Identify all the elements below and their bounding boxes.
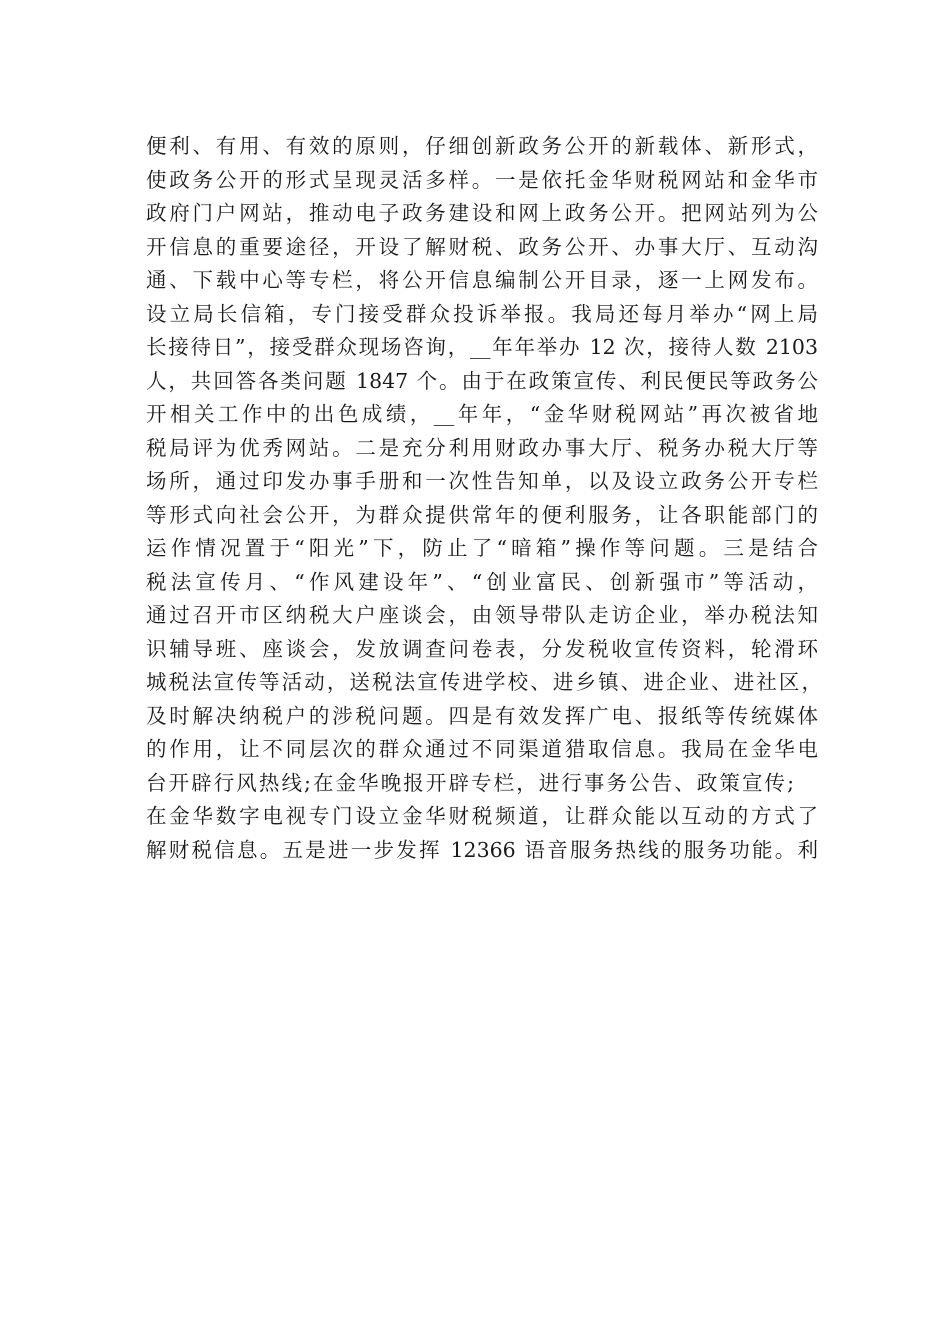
text-line: 等形式向社会公开，为群众提供常年的便利服务，让各职能部门的 [146, 502, 818, 527]
text-line: 便利、有用、有效的原则，仔细创新政务公开的新载体、新形式， [146, 134, 818, 158]
text-line: 通过召开市区纳税大户座谈会，由领导带队走访企业，举办税法知 [146, 603, 818, 627]
text-line: 城税法宣传等活动，送税法宣传进学校、进乡镇、进企业、进社区， [146, 670, 822, 694]
text-line: 税局评为优秀网站。二是充分利用财政办事大厅、税务办税大厅等 [146, 435, 818, 460]
text-line: 台开辟行风热线;在金华晚报开辟专栏，进行事务公告、政策宣传; [146, 770, 794, 795]
text-line: 长接待日”，接受群众现场咨询，__年年举办 12 次，接待人数 2103 [146, 335, 818, 359]
text-line: 的作用，让不同层次的群众通过不同渠道猎取信息。我局在金华电 [146, 737, 818, 761]
text-line: 政府门户网站，推动电子政务建设和网上政务公开。把网站列为公 [146, 201, 818, 225]
text-line: 设立局长信箱，专门接受群众投诉举报。我局还每月举办“网上局 [146, 301, 818, 326]
text-line: 在金华数字电视专门设立金华财税频道，让群众能以互动的方式了 [146, 804, 818, 828]
body-text [146, 130, 836, 867]
text-line: 人，共回答各类问题 1847 个。由于在政策宣传、利民便民等政务公 [146, 368, 818, 393]
text-line: 通、下载中心等专栏，将公开信息编制公开目录，逐一上网发布。 [146, 268, 818, 292]
text-line: 识辅导班、座谈会，发放调查问卷表，分发税收宣传资料，轮滑环 [146, 636, 818, 661]
text-line: 开相关工作中的出色成绩，__年年，“金华财税网站”再次被省地 [146, 402, 818, 426]
text-line: 开信息的重要途径，开设了解财税、政务公开、办事大厅、互动沟 [146, 234, 818, 259]
text-line: 及时解决纳税户的涉税问题。四是有效发挥广电、报纸等传统媒体 [146, 703, 818, 728]
text-line: 解财税信息。五是进一步发挥 12366 语音服务热线的服务功能。利 [146, 837, 818, 862]
text-line: 税法宣传月、“作风建设年”、“创业富民、创新强市”等活动， [146, 569, 818, 594]
text-line: 运作情况置于“阳光”下，防止了“暗箱”操作等问题。三是结合 [146, 536, 818, 560]
text-line: 使政务公开的形式呈现灵活多样。一是依托金华财税网站和金华市 [146, 167, 818, 192]
text-line: 场所，通过印发办事手册和一次性告知单，以及设立政务公开专栏 [146, 469, 818, 493]
